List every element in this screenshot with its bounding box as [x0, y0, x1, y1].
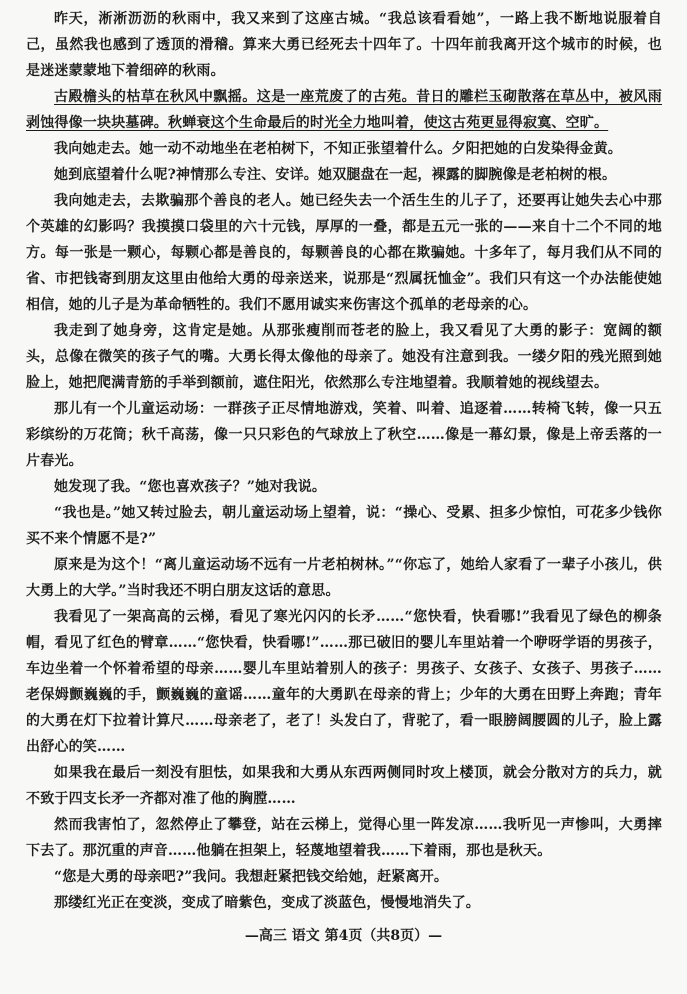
- paragraph-12: 如果我在最后一刻没有胆怯，如果我和大勇从东西两侧同时攻上楼顶，就会分散对方的兵力，就不致于四支长矛一齐都对准了他的胸膛……: [26, 765, 662, 807]
- page-footer: —高三 语文 第4页（共8页）—: [244, 928, 443, 944]
- paragraph-15: 那缕红光正在变淡，变成了暗紫色，变成了淡蓝色，慢慢地消失了。: [54, 895, 480, 911]
- paragraph-6: 我走到了她身旁，这肯定是她。从那张瘦削而苍老的脸上，我又看见了大勇的影子：宽阔的额头，总像在微笑的孩子气的嘴。大勇长得太像他的母亲了。她没有注意到我。一缕夕阳的残光照到她脸上，她把爬满青筋的手举到额前，遮住阳光，依然那么专注地望着。我顺着她的视线望去。: [26, 323, 662, 391]
- paragraph-11: 我看见了一架高高的云梯，看见了寒光闪闪的长矛……“您快看，快看哪!”我看见了绿色的柳条帽，看见了红色的臂章……“您快看，快看哪!”……那已破旧的婴儿车里站着一个咿呀学语的男孩子，车边坐着一个怀着希望的母亲……婴儿车里站着别人的孩子：男孩子、女孩子、女孩子、男孩子……老保姆颤巍巍的手，颤巍巍的童谣……童年的大勇趴在母亲的背上；少年的大勇在田野上奔跑；青年的大勇在灯下拉着计算尺……母亲老了，老了！头发白了，背驼了，看一眼膀阔腰圆的儿子，脸上露出舒心的笑……: [26, 609, 662, 755]
- paragraph-2-underlined: [26, 84, 662, 136]
- paragraph-10: 原来是为这个！“离儿童运动场不远有一片老柏树林。”“你忘了，她给人家看了一辈子小孩儿，供大勇上的大学。”当时我还不明白朋友这话的意思。: [26, 557, 662, 599]
- paragraph-3: 我向她走去。她一动不动地坐在老柏树下，不知正张望着什么。夕阳把她的白发染得金黄。: [54, 141, 622, 157]
- paragraph-1: 昨天，淅淅沥沥的秋雨中，我又来到了这座古城。“我总该看看她”，一路上我不断地说服着自己，虽然我也感到了透顶的滑稽。算来大勇已经死去十四年了。十四年前我离开这个城市的时候，也是迷迷蒙蒙地下着细碎的秋雨。: [26, 11, 662, 79]
- underlined-text: 古殿檐头的枯草在秋风中飘摇。这是一座荒废了的古苑。昔日的雕栏玉砌散落在草丛中，被风雨剥蚀得像一块块墓碑。秋蝉衰这个生命最后的时光全力地叫着，使这古苑更显得寂寞、空旷。: [26, 89, 662, 131]
- paragraph-14: “您是大勇的母亲吧?”我问。我想赶紧把钱交给她，赶紧离开。: [54, 869, 449, 885]
- paragraph-7: 那儿有一个儿童运动场：一群孩子正尽情地游戏，笑着、叫着、追逐着……转椅飞转，像一只五彩缤纷的万花筒；秋千高荡，像一只只彩色的气球放上了秋空……像是一幕幻景，像是上帝丢落的一片春光。: [26, 401, 662, 469]
- paragraph-9: “我也是。”她又转过脸去，朝儿童运动场上望着，说：“操心、受累、担多少惊怕，可花多少钱你买不来个情愿不是?”: [26, 505, 662, 547]
- paragraph-8: 她发现了我。“您也喜欢孩子？”她对我说。: [54, 479, 327, 495]
- paragraph-4: 她到底望着什么呢?神情那么专注、安详。她双腿盘在一起，裸露的脚腕像是老柏树的根。: [54, 167, 617, 183]
- paragraph-5: 我向她走去，去欺骗那个善良的老人。她已经失去一个活生生的儿子了，还要再让她失去心中那个英雄的幻影吗？我摸摸口袋里的六十元钱，厚厚的一叠，都是五元一张的——来自十二个不同的地方。每一张是一颗心，每颗心都是善良的，每颗善良的心都在欺骗她。十多年了，每月我们从不同的省、市把钱寄到朋友这里由他给大勇的母亲送来，说那是“烈属抚恤金”。我们只有这一个办法能使她相信，她的儿子是为革命牺牲的。我们不愿用诚实来伤害这个孤单的老母亲的心。: [26, 193, 662, 313]
- paragraph-13: 然而我害怕了，忽然停止了攀登，站在云梯上，觉得心里一阵发凉……我听见一声惨叫，大勇摔下去了。那沉重的声音……他躺在担架上，轻蔑地望着我……下着雨，那也是秋天。: [26, 817, 662, 859]
- article-body: [26, 6, 662, 916]
